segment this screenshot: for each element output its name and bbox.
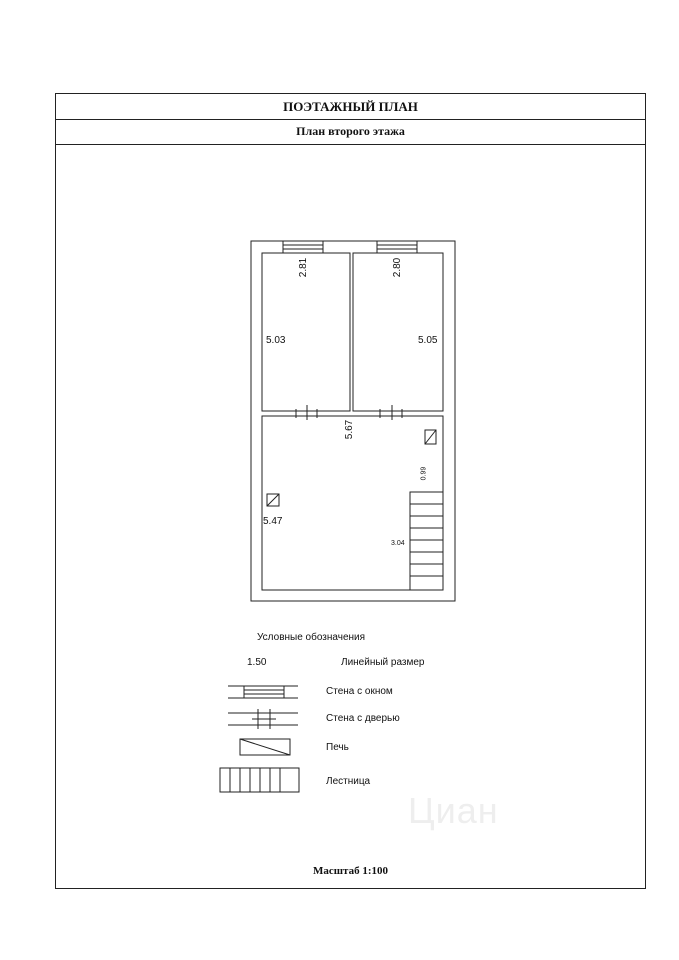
dim-stair-length: 3.04: [391, 540, 405, 547]
legend-stove-symbol: [240, 739, 290, 755]
legend-window-label: Стена с окном: [326, 686, 393, 697]
legend-linear-label: Линейный размер: [341, 657, 425, 668]
legend-title: Условные обозначения: [257, 632, 366, 643]
door-room-2: [380, 405, 402, 420]
legend-stairs-label: Лестница: [326, 776, 371, 787]
dim-hall-length: 5.47: [263, 516, 283, 527]
scale-label: Масштаб 1:100: [312, 865, 388, 877]
stove-hall-left: [267, 494, 279, 506]
dim-room-1-length: 5.03: [266, 335, 286, 346]
legend-stove-label: Печь: [326, 742, 349, 753]
door-room-1: [296, 405, 317, 420]
legend-sample-value: 1.50: [247, 657, 267, 668]
stairs-hall: [410, 492, 443, 590]
dim-room-2-length: 5.05: [418, 335, 438, 346]
dim-hall-width: 5.67: [344, 419, 356, 440]
watermark-logo: Циан: [408, 790, 499, 831]
page-subtitle: План второго этажа: [56, 119, 645, 145]
dim-room-1-width: 2.81: [298, 257, 310, 278]
stove-hall-right: [425, 430, 436, 444]
dim-room-2-width: 2.80: [392, 257, 404, 278]
dim-stair-small: 0.99: [420, 466, 428, 481]
legend-stairs-symbol: [220, 768, 299, 792]
legend-window-symbol: [228, 686, 298, 698]
page-title: ПОЭТАЖНЫЙ ПЛАН: [56, 94, 645, 120]
window-room-1: [283, 241, 323, 253]
window-room-2: [377, 241, 417, 253]
legend-door-symbol: [228, 709, 298, 729]
legend-door-label: Стена с дверью: [326, 713, 400, 724]
